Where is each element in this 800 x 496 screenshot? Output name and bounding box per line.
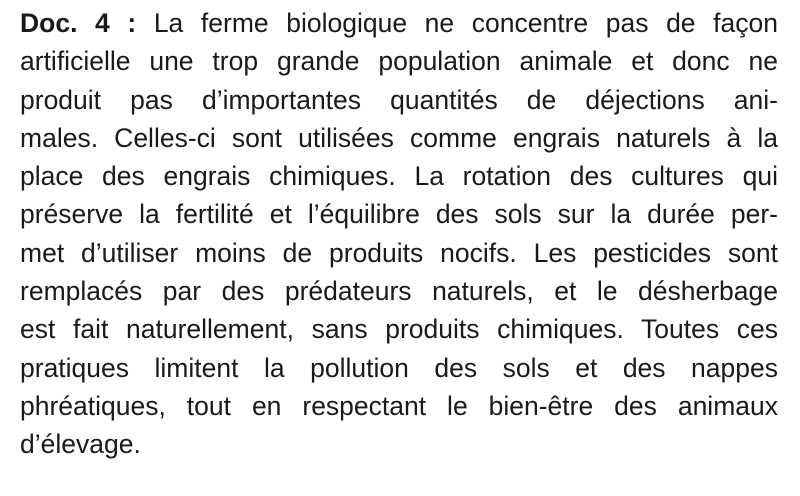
text-line-1 — [20, 4, 778, 42]
text-line-2: artificielle une trop grande population animale et donc ne — [20, 46, 778, 77]
text-line-9: est fait naturellement, sans produits chimiques. Toutes ces — [20, 314, 778, 345]
text-line-5: place des engrais chimiques. La rotation des cultures qui — [20, 161, 778, 192]
document-paragraph — [20, 4, 778, 464]
text-line-11: phréatiques, tout en respectant le bien-être des animaux — [20, 390, 778, 421]
text-line-12: d’élevage. — [20, 429, 141, 460]
text-line-6: préserve la fertilité et l’équilibre des sols sur la durée per- — [20, 199, 778, 230]
text-line-8: remplacés par des prédateurs naturels, et le désherbage — [20, 276, 778, 307]
text-line-10: pratiques limitent la pollution des sols et des nappes — [20, 352, 778, 383]
text-line-1-content: La ferme biologique ne concentre pas de façon — [153, 8, 778, 38]
text-line-4: males. Celles-ci sont utilisées comme engrais naturels à la — [20, 122, 778, 153]
text-line-7: met d’utiliser moins de produits nocifs. Les pesticides sont — [20, 237, 778, 268]
document-label: Doc. 4 : — [20, 8, 137, 38]
text-line-3: produit pas d’importantes quantités de déjections ani- — [20, 84, 778, 115]
